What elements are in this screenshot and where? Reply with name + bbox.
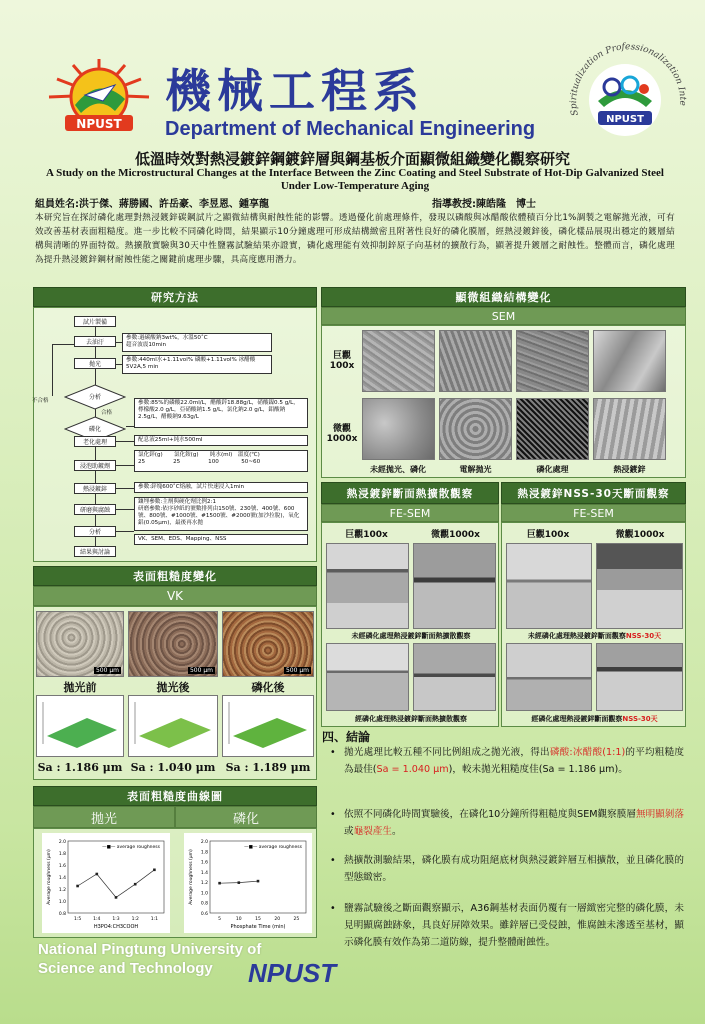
- nss-sub: FE-SEM: [501, 504, 686, 522]
- conclusion-2-c: 。: [391, 826, 402, 837]
- diffusion-col-macro: 巨觀100x: [345, 530, 388, 540]
- diffusion-image-raw-1000x: [413, 543, 496, 629]
- phos-chart-ytick: 1.2: [200, 881, 208, 887]
- methods-flowchart: [33, 307, 317, 562]
- polish-chart-point: [115, 896, 118, 899]
- polish-chart-ytick: 1.2: [58, 888, 66, 893]
- phos-chart-ytick: 0.6: [200, 912, 208, 917]
- phos-chart-xtick: 20: [274, 917, 281, 922]
- curves-col-phos: 磷化: [175, 806, 317, 828]
- phos-chart-xtick: 15: [255, 917, 261, 922]
- npust-logo-right: [560, 35, 690, 150]
- phos-chart-ytick: 0.8: [200, 901, 208, 907]
- polish-chart-ytick: 2.0: [58, 840, 66, 845]
- diffusion-image-phos-1000x: [413, 643, 496, 711]
- conclusion-4-text: 鹽霧試驗後之斷面觀察顯示，A36鋼基材表面仍覆有一層緻密完整的磷化膜，未見明顯腐蝕跡象，具良好屏障效果。雖鋅層已受侵蝕，惟腐蝕未滲透至基材，顯示磷化膜有效作為第二道防線，提升整體耐蝕性。: [344, 903, 684, 948]
- diffusion-image-raw-100x: [326, 543, 409, 629]
- polish-chart-frame: [68, 841, 164, 913]
- param-pre: 配息液25ml+純水500ml: [134, 435, 308, 446]
- param-degrease: 參數:過碳酸鈉3wt%，水溫50˚C 超音波震10min: [122, 333, 272, 352]
- polish-chart-ylabel: Average roughness (μm): [47, 849, 52, 905]
- nss-caption-phos: [502, 714, 687, 724]
- sa-phos: Sa : 1.189 μm: [225, 761, 311, 774]
- phos-chart-frame: [210, 841, 306, 913]
- phos-chart-point: [238, 881, 241, 884]
- conclusion-1-red2: Sa = 1.040 μm: [376, 764, 449, 775]
- roughness-header: 表面粗糙度變化: [33, 566, 317, 586]
- polish-chart-ytick: 1.4: [58, 876, 66, 881]
- phos-chart-point: [218, 882, 221, 885]
- phos-chart-legend: —■— average roughness: [244, 845, 302, 850]
- sa-before: Sa : 1.186 μm: [37, 761, 123, 774]
- conclusion-1-c: )，較未拋光粗糙度佳(Sa = 1.186 μm)。: [448, 764, 628, 775]
- param-flux: [134, 450, 308, 472]
- sem-image-raw-1000x: [362, 398, 435, 460]
- polish-chart-xtick: 1:3: [112, 917, 120, 922]
- flow-step-prep: 試片製備: [74, 316, 116, 327]
- nss-image-raw-100x: [506, 543, 592, 629]
- polish-chart-series-line: [78, 870, 155, 898]
- phos-chart-ytick: 1.4: [200, 870, 208, 876]
- conclusion-2-red2: 龜裂產生: [353, 826, 392, 837]
- sem-row-micro: 微觀 1000x: [326, 424, 358, 444]
- conclusion-3-text: 熱擴散測驗結果，磷化膜有成功阻絕底材與熱浸鍍鋅層互相擴散，並且磷化膜的型態緻密。: [344, 855, 684, 883]
- flow-step-galv: 熱浸鍍鋅: [74, 483, 116, 494]
- conclusion-2: • 依照不同磷化時間實驗後，在磷化10分鐘所得粗糙度與SEM觀察膜層無明顯剝落或龜裂產生。: [330, 809, 684, 837]
- nss-header: 熱浸鍍鋅NSS-30天斷面觀察: [501, 482, 686, 504]
- sa-after: Sa : 1.040 μm: [130, 761, 216, 774]
- param-grind: 鑲埋參數:主劑與硬化劑比例2:1 研磨參數:依序砂紙的號數排列由150號、230號、400號、600號、800號、#1000號、#1500號、#2000號(加沙拉脫)，氧化鋁(0.05μm)，最後再水拋: [134, 497, 308, 531]
- flow-step-aging: 老化處理: [74, 436, 116, 447]
- diffusion-image-phos-100x: [326, 643, 409, 711]
- conclusion-4: • 鹽霧試驗後之斷面觀察顯示，A36鋼基材表面仍覆有一層緻密完整的磷化膜，未見明顯腐蝕跡象，具良好屏障效果。雖鋅層已受侵蝕，惟腐蝕未滲透至基材，顯示磷化膜有效作為第二道防線，提升整體耐蝕性。: [330, 903, 684, 948]
- vk-label-after: 拋光後: [156, 681, 190, 694]
- footer-npust: NPUST: [248, 958, 337, 988]
- logo-ring-text: Spiritualization Professionalization Inte: [569, 42, 688, 117]
- phos-chart-xtick: 5: [218, 917, 222, 922]
- department-title-en: Department of Mechanical Engineering: [165, 118, 536, 140]
- vk-label-before: 拋光前: [63, 681, 97, 694]
- sem-col-galv: 熱浸鍍鋅: [613, 465, 646, 474]
- poster-title-en: A Study on the Microstructural Changes at the Interface Between the Zinc Coating and Steel Substrate of Hot-Dip Galvanized Steel Under Low-Temperature Aging: [46, 167, 664, 192]
- phos-chart-ytick: 1.8: [200, 850, 208, 856]
- param-flux-header: 氯化鋅(g) 氯化銨(g) 純水(ml) 溫度(℃): [138, 452, 260, 458]
- vk-3d-phos: [222, 695, 314, 757]
- curves-panel: [33, 828, 317, 938]
- conclusion-2-red: 無明顯剝落: [635, 809, 684, 820]
- polish-chart-xtick: 1:2: [131, 917, 139, 922]
- param-galv: 參數:鋅塊600˚C熔融，試片快速浸入1min: [134, 482, 308, 493]
- sem-image-galv-1000x: [593, 398, 666, 460]
- nss-panel: [501, 522, 686, 727]
- polish-chart-xlabel: H3PO4:CH3COOH: [93, 924, 139, 930]
- phos-chart-xtick: 25: [293, 917, 300, 922]
- sem-image-phos-100x: [516, 330, 589, 392]
- polish-chart-point: [153, 869, 156, 872]
- polish-chart-point: [96, 873, 99, 876]
- flow-decision-1-label: 分析: [88, 394, 101, 401]
- nss-caption-raw-red: NSS-30天: [625, 632, 662, 640]
- flow-step-result: 結果與討論: [74, 546, 116, 557]
- footer-univ-line1: National Pingtung University of: [38, 941, 262, 958]
- sem-col-phos: 磷化處理: [536, 465, 569, 474]
- roughness-chart-phos: [184, 833, 312, 933]
- phos-chart-ytick: 2.0: [200, 840, 208, 845]
- polish-chart-point: [134, 883, 137, 886]
- nss-caption-phos-red: NSS-30天: [622, 715, 658, 723]
- nss-image-phos-100x: [506, 643, 592, 711]
- nss-image-phos-1000x: [596, 643, 683, 711]
- conclusion-3: • 熱擴散測驗結果，磷化膜有成功阻絕底材與熱浸鍍鋅層互相擴散，並且磷化膜的型態緻密。: [330, 855, 684, 883]
- flow-step-flux: 浸泡助鍍劑: [74, 460, 116, 471]
- conclusion-1: • 拋光處理比較五種不同比例組成之拋光液，得出磷酸:冰醋酸(1:1)的平均粗糙度為最佳(Sa = 1.040 μm)，較未拋光粗糙度佳(Sa = 1.186 μm)。: [330, 747, 685, 775]
- sem-image-polish-100x: [439, 330, 512, 392]
- microstructure-sub: SEM: [321, 307, 686, 325]
- vk-image-before-polish: [36, 611, 124, 677]
- sem-grid: [321, 325, 686, 478]
- nss-col-micro: 微觀1000x: [615, 530, 665, 540]
- nss-caption-phos-text: 經磷化處理熱浸鍍鋅斷面觀察: [531, 715, 623, 723]
- roughness-sub: VK: [33, 586, 317, 606]
- vk-image-after-polish: [128, 611, 218, 677]
- sem-col-raw: 未經拋光、磷化: [370, 465, 426, 474]
- conclusion-1-b: 的平均粗糙度為最佳(: [344, 747, 685, 775]
- nss-caption-raw: [502, 631, 687, 641]
- polish-chart-ytick: 1.6: [58, 864, 66, 869]
- phos-chart-xlabel: Phosphate Time (min): [230, 924, 286, 930]
- sem-image-galv-100x: [593, 330, 666, 392]
- roughness-panel: [33, 606, 317, 780]
- polish-chart-xtick: 1:5: [73, 917, 82, 922]
- npust-logo-right-text: NPUST: [606, 114, 644, 125]
- diffusion-panel: [321, 522, 499, 727]
- phos-chart-ytick: 1.6: [200, 860, 208, 866]
- diffusion-col-micro: 微觀1000x: [431, 530, 480, 540]
- vk-scale-2: 500 μm: [189, 667, 213, 674]
- conclusion-1-red: 磷酸:冰醋酸(1:1): [549, 747, 626, 758]
- flow-decision-2-label: 磷化: [88, 426, 101, 433]
- polish-chart-legend: —■— average roughness: [102, 845, 160, 850]
- sem-image-polish-1000x: [439, 398, 512, 460]
- param-phosphate: 參數:85%的磷酸22.0ml/L，醋酸鋅18.88g/L，硝酸鎳0.5 g/L，檸檬酸2.0 g/L，亞硝酸鈉1.5 g/L，氯化鈉2.0 g/L，鉬酸鈉2.5g/L，醋酸鈉9.63g/L: [134, 398, 308, 428]
- polish-chart-ytick: 1.0: [58, 900, 66, 905]
- vk-label-phos: 磷化後: [251, 681, 285, 694]
- npust-logo-left-text: NPUST: [76, 117, 122, 131]
- flow-step-polish: 拋光: [74, 358, 116, 369]
- conclusion-1-a: 拋光處理比較五種不同比例組成之拋光液，得出: [344, 747, 550, 758]
- flow-step-analysis: 分析: [74, 526, 116, 537]
- diffusion-sub: FE-SEM: [321, 504, 499, 522]
- abstract-text: 本研究旨在探討磷化處理對熱浸鍍鋅碳鋼試片之顯微結構與耐蝕性能的影響。透過優化前處理條件，發現以磷酸與冰醋酸依體積百分比1%調製之電解拋光液，可有效改善基材表面粗糙度。進一步比較不同磷化時間，結果顯示10分鐘處理可形成結構緻密且附著性良好的磷化膜層，經熱浸鍍鋅後，磷化樣品展現出穩定的鍍層結構與清晰的界面特徵。熱擴散實驗與30天中性鹽霧試驗結果亦證實，磷化處理能有效抑制鋅原子向基材的擴散行為，顯著提升鍍層之耐蝕性。整體而言，磷化處理為提升熱浸鍍鋅鋼材耐蝕性能之關鍵前處理步驟，具高度應用潛力。: [35, 213, 675, 265]
- polish-chart-point: [76, 885, 79, 888]
- footer-university: [38, 940, 261, 978]
- department-title-zh: 機械工程系: [165, 64, 425, 118]
- conclusion-title: 四、結論: [322, 730, 371, 744]
- npust-logo-left: [45, 55, 153, 139]
- diffusion-caption-raw: 未經磷化處理熱浸鍍鋅斷面熱擴散觀察: [351, 632, 471, 640]
- poster-title-zh: 低溫時效對熱浸鍍鋅鋼鍍鋅層與鋼基板介面顯微組織變化觀察研究: [134, 150, 570, 168]
- param-flux-values: 25 25 100 50~60: [138, 459, 261, 465]
- vk-scale-1: 500 μm: [95, 667, 119, 674]
- phos-chart-xtick: 10: [235, 917, 242, 922]
- microstructure-header: 顯微組織結構變化: [321, 287, 686, 307]
- polish-chart-xtick: 1:1: [150, 917, 159, 922]
- diffusion-header: 熱浸鍍鋅斷面熱擴散觀察: [321, 482, 499, 504]
- vk-3d-after: [128, 695, 218, 757]
- sem-col-polish: 電解拋光: [459, 465, 492, 474]
- flow-pass-label: 合格: [101, 410, 113, 416]
- conclusion-2-a: 依照不同磷化時間實驗後，在磷化10分鐘所得粗糙度與SEM觀察膜層: [344, 809, 636, 820]
- diffusion-caption-phos: 經磷化處理熱浸鍍鋅斷面熱擴散觀察: [355, 715, 467, 723]
- nss-image-raw-1000x: [596, 543, 683, 629]
- roughness-chart-polish: [42, 833, 170, 933]
- flow-step-grind: 研磨與腐蝕: [74, 504, 116, 515]
- sem-image-phos-1000x: [516, 398, 589, 460]
- team-members: 組員姓名:洪于傑、蔣勝國、許岳豪、李昱恩、鍾享龍: [35, 199, 269, 210]
- sem-image-raw-100x: [362, 330, 435, 392]
- polish-chart-ytick: 1.8: [58, 852, 66, 857]
- footer-univ-line2: Science and Technology: [38, 960, 213, 977]
- polish-chart-ytick: 0.8: [58, 912, 66, 917]
- curves-header: 表面粗糙度曲線圖: [33, 786, 317, 806]
- phos-chart-ylabel: Average roughness (μm): [189, 849, 194, 905]
- flow-step-degrease: 去油汙: [74, 336, 116, 347]
- flow-decision-1: [64, 384, 126, 410]
- advisor: 指導教授:陳皓隆 博士: [432, 199, 536, 210]
- phos-chart-ytick: 1.0: [200, 891, 208, 897]
- nss-col-macro: 巨觀100x: [526, 530, 570, 540]
- flow-fail-label: 不合格: [32, 398, 49, 404]
- param-polish: 參數:440ml水+1.11vol% 磷酸+1.11vol% 冰醋酸 5V2A,5 min: [122, 355, 272, 374]
- vk-scale-3: 500 μm: [285, 667, 309, 674]
- conclusion-2-b: 或: [344, 826, 354, 837]
- curves-col-polish: 拋光: [33, 806, 175, 828]
- phos-chart-point: [257, 880, 260, 883]
- nss-caption-raw-text: 未經磷化處理熱浸鍍鋅斷面觀察: [527, 632, 626, 640]
- vk-image-after-phos: [222, 611, 314, 677]
- polish-chart-xtick: 1:4: [93, 917, 101, 922]
- methods-header: 研究方法: [33, 287, 317, 307]
- sem-row-macro: 巨觀 100x: [329, 351, 355, 371]
- param-analysis: VK、SEM、EDS、Mapping、NSS: [134, 534, 308, 545]
- vk-3d-before: [36, 695, 124, 757]
